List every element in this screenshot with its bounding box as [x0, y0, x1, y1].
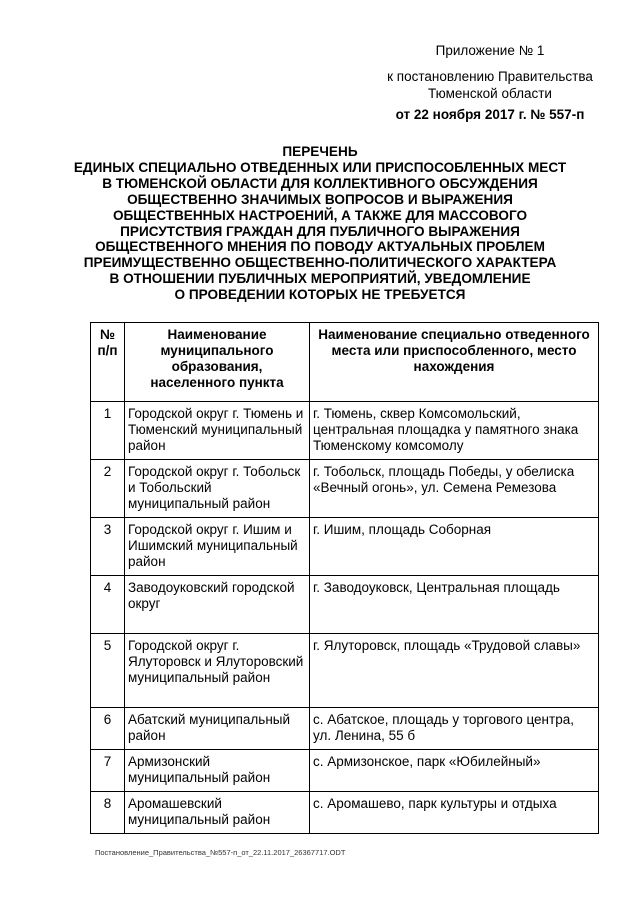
places-table	[90, 322, 599, 834]
table-row	[91, 792, 599, 834]
row-number: 6	[91, 708, 125, 750]
row-municipality: Абатский муниципальный район	[125, 708, 310, 750]
row-number: 3	[91, 518, 125, 576]
row-municipality: Заводоуковский городской округ	[125, 576, 310, 634]
appendix-reference	[360, 68, 620, 102]
table-row	[91, 518, 599, 576]
row-municipality: Аромашевский муниципальный район	[125, 792, 310, 834]
heading-line: ОБЩЕСТВЕННОГО МНЕНИЯ ПО ПОВОДУ АКТУАЛЬНЫХ ПРОБЛЕМ	[95, 239, 545, 255]
heading-line: ПРЕИМУЩЕСТВЕННО ОБЩЕСТВЕННО-ПОЛИТИЧЕСКОГО ХАРАКТЕРА	[83, 255, 557, 271]
table-row	[91, 402, 599, 460]
heading-line: В ОТНОШЕНИИ ПУБЛИЧНЫХ МЕРОПРИЯТИЙ, УВЕДОМЛЕНИЕ	[109, 271, 531, 287]
row-place: г. Тюмень, сквер Комсомольский, центральная площадка у памятного знака Тюменскому комсомолу	[310, 402, 599, 460]
table-row	[91, 460, 599, 518]
heading-line: О ПРОВЕДЕНИИ КОТОРЫХ НЕ ТРЕБУЕТСЯ	[174, 287, 466, 303]
heading-line: ПЕРЕЧЕНЬ	[282, 144, 358, 159]
heading-line: ОБЩЕСТВЕННЫХ НАСТРОЕНИЙ, А ТАКЖЕ ДЛЯ МАССОВОГО	[112, 207, 528, 223]
file-footer: Постановление_Правительства_№557-п_от_22.11.2017_26367717.ODT	[95, 848, 346, 857]
table-row	[91, 576, 599, 634]
row-number: 7	[91, 750, 125, 792]
row-number: 1	[91, 402, 125, 460]
row-municipality: Городской округ г. Ишим и Ишимский муниципальный район	[125, 518, 310, 576]
appendix-reference-line-1: к постановлению Правительства	[387, 69, 593, 84]
document-heading	[70, 144, 570, 303]
row-municipality: Городской округ г. Тюмень и Тюменский муниципальный район	[125, 402, 310, 460]
table-header-row	[91, 323, 599, 402]
row-number: 2	[91, 460, 125, 518]
row-place: с. Армизонское, парк «Юбилейный»	[310, 750, 599, 792]
appendix-reference-line-2: Тюменской области	[428, 86, 552, 101]
appendix-date: от 22 ноября 2017 г. № 557-п	[395, 107, 585, 122]
heading-line: ОБЩЕСТВЕННО ЗНАЧИМЫХ ВОПРОСОВ И ВЫРАЖЕНИЯ	[127, 191, 513, 207]
table-row	[91, 634, 599, 708]
row-place: г. Заводоуковск, Центральная площадь	[310, 576, 599, 634]
header-number: № п/п	[91, 323, 125, 402]
header-municipality: Наименование муниципального образования, населенного пункта	[125, 323, 310, 402]
row-place: г. Ишим, площадь Соборная	[310, 518, 599, 576]
appendix-title: Приложение № 1	[435, 43, 545, 58]
row-number: 4	[91, 576, 125, 634]
row-municipality: Городской округ г. Тобольск и Тобольский муниципальный район	[125, 460, 310, 518]
row-number: 8	[91, 792, 125, 834]
row-place: г. Ялуторовск, площадь «Трудовой славы»	[310, 634, 599, 708]
table-row	[91, 750, 599, 792]
row-municipality: Городской округ г. Ялуторовск и Ялуторовский муниципальный район	[125, 634, 310, 708]
heading-line: ЕДИНЫХ СПЕЦИАЛЬНО ОТВЕДЕННЫХ ИЛИ ПРИСПОСОБЛЕННЫХ МЕСТ	[73, 159, 567, 175]
heading-line: В ТЮМЕНСКОЙ ОБЛАСТИ ДЛЯ КОЛЛЕКТИВНОГО ОБСУЖДЕНИЯ	[102, 175, 538, 191]
table-row	[91, 708, 599, 750]
row-municipality: Армизонский муниципальный район	[125, 750, 310, 792]
row-place: с. Абатское, площадь у торгового центра, ул. Ленина, 55 б	[310, 708, 599, 750]
row-place: с. Аромашево, парк культуры и отдыха	[310, 792, 599, 834]
header-place: Наименование специально отведенного места или приспособленного, место нахождения	[310, 323, 599, 402]
row-number: 5	[91, 634, 125, 708]
heading-line: ПРИСУТСТВИЯ ГРАЖДАН ДЛЯ ПУБЛИЧНОГО ВЫРАЖЕНИЯ	[120, 223, 520, 239]
row-place: г. Тобольск, площадь Победы, у обелиска «Вечный огонь», ул. Семена Ремезова	[310, 460, 599, 518]
